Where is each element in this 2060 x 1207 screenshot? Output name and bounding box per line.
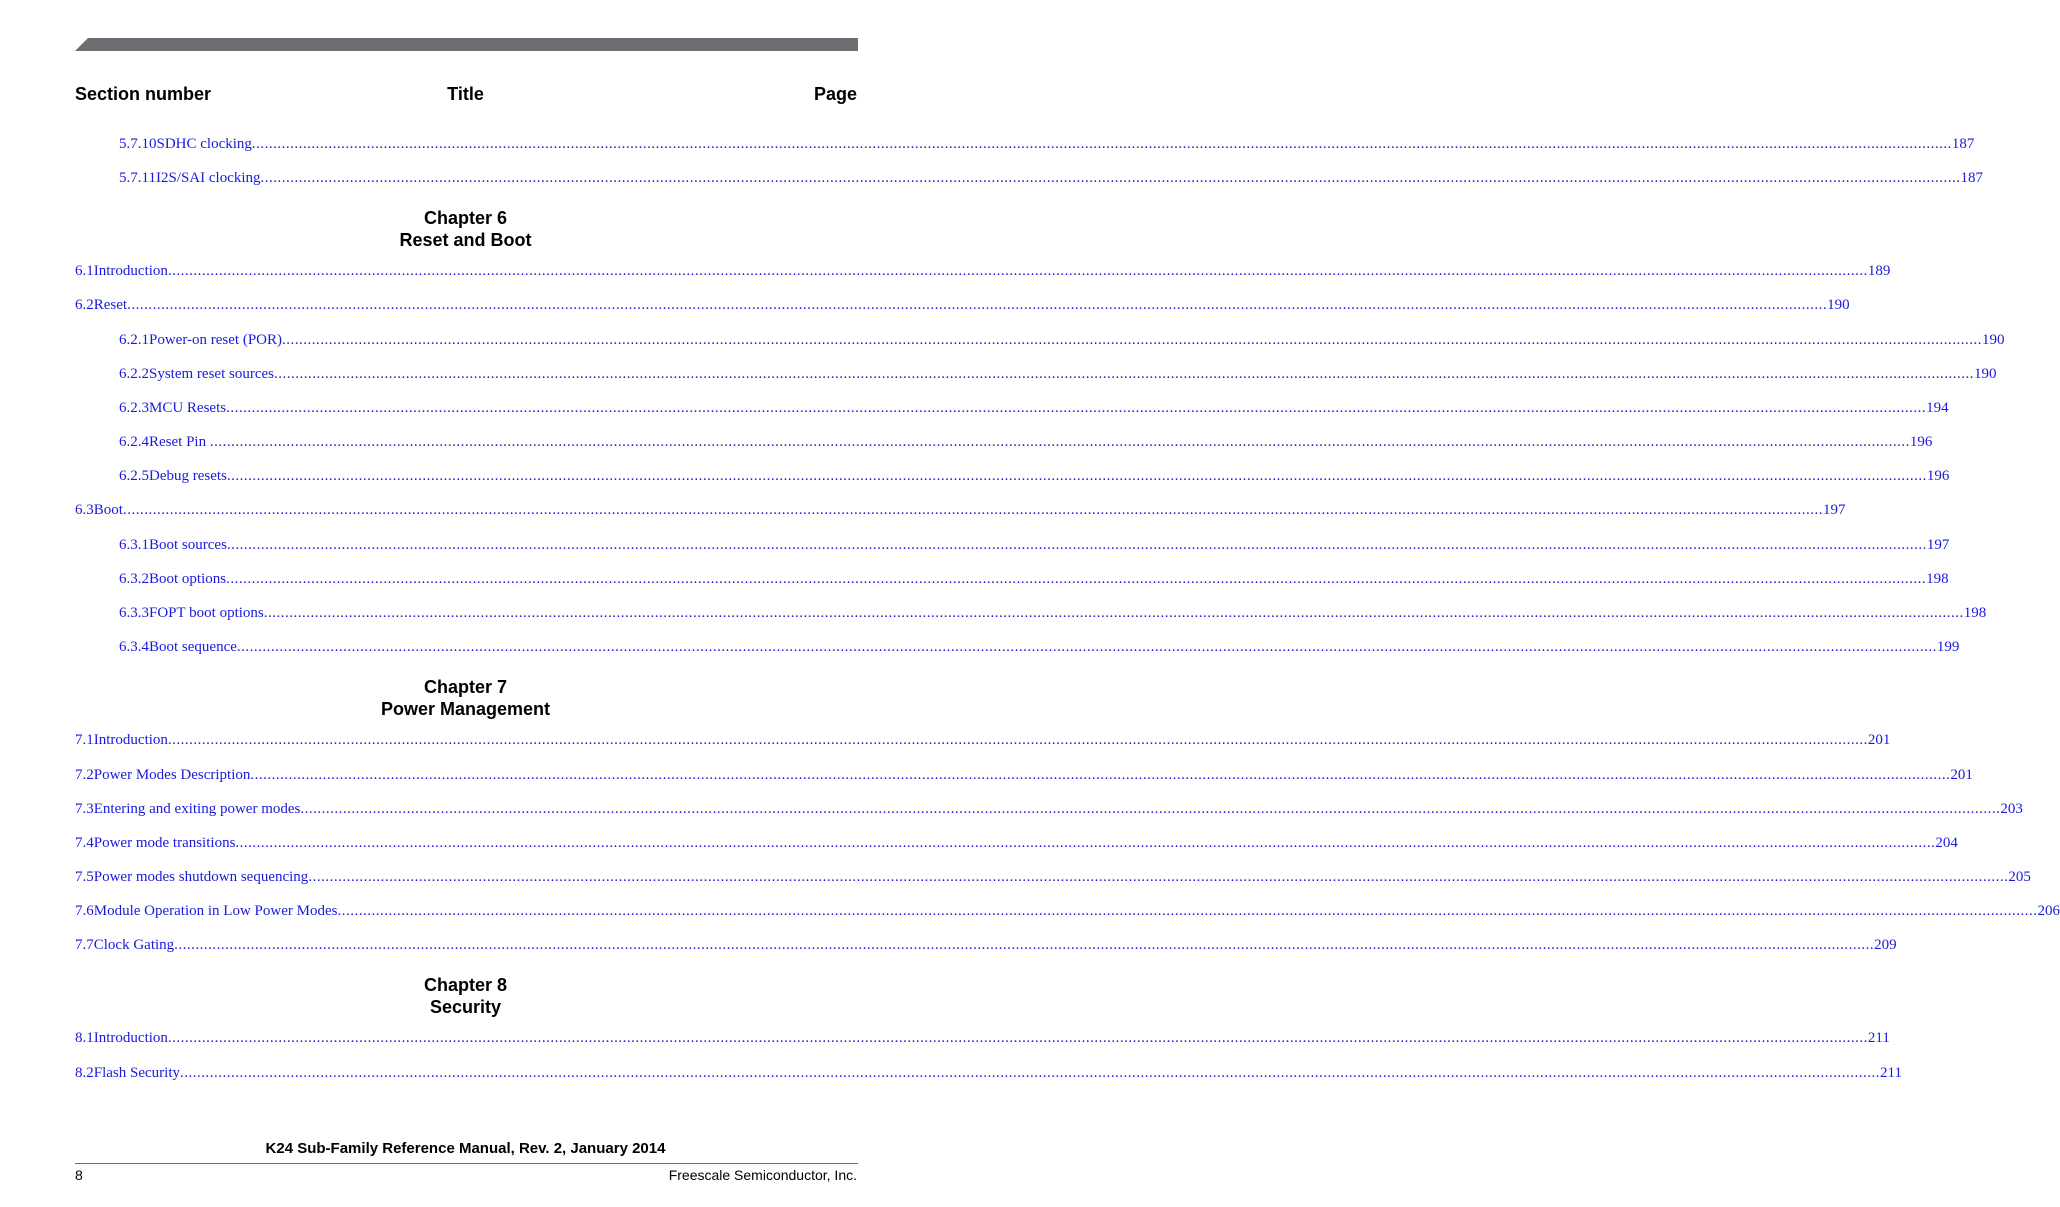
- toc-entry-title: System reset sources: [149, 366, 274, 382]
- toc-leader-dots: ................................................................................................................................................................................................................................................................................................................................................................................................................: [209, 434, 1910, 450]
- toc-entry-number: 7.5: [75, 869, 94, 885]
- toc-leader-dots: ................................................................................................................................................................................................................................................................................................................................................................................................................: [167, 263, 1868, 279]
- toc-entry-number: 6.3.3: [119, 605, 149, 621]
- toc-entry-title: I2S/SAI clocking: [155, 170, 261, 186]
- toc-entry-page: 211: [1880, 1065, 1902, 1081]
- toc-entry-7-3[interactable]: [75, 801, 2023, 821]
- toc-leader-dots: ................................................................................................................................................................................................................................................................................................................................................................................................................: [236, 639, 1937, 655]
- toc-entry-number: 6.3.1: [119, 537, 149, 553]
- chapter-7-heading: [0, 676, 931, 720]
- toc-entry-title: Debug resets: [149, 468, 227, 484]
- toc-entry-number: 7.6: [75, 903, 94, 919]
- toc-entry-page: 196: [1926, 468, 1950, 484]
- toc-leader-dots: ................................................................................................................................................................................................................................................................................................................................................................................................................: [226, 468, 1927, 484]
- toc-entry-6-2[interactable]: [75, 297, 1850, 317]
- toc-entry-6-2-1[interactable]: [119, 332, 2005, 352]
- toc-entry-title: Reset Pin: [149, 434, 210, 450]
- toc-entry-number: 7.4: [75, 835, 94, 851]
- toc-entry-number: 5.7.11: [119, 170, 156, 186]
- toc-entry-page: 189: [1867, 263, 1891, 279]
- toc-leader-dots: ................................................................................................................................................................................................................................................................................................................................................................................................................: [127, 297, 1828, 313]
- column-header-section-number: Section number: [75, 84, 212, 104]
- toc-entry-5-7-11[interactable]: [119, 170, 1984, 190]
- toc-leader-dots: ................................................................................................................................................................................................................................................................................................................................................................................................................: [337, 903, 2038, 919]
- toc-entry-page: 197: [1926, 537, 1950, 553]
- column-header-page: Page: [813, 84, 857, 104]
- toc-entry-title: Power mode transitions: [93, 835, 236, 851]
- toc-entry-number: 7.3: [75, 801, 94, 817]
- toc-entry-title: Introduction: [93, 732, 168, 748]
- toc-entry-6-2-4[interactable]: [119, 434, 1933, 454]
- toc-entry-page: 204: [1935, 835, 1958, 851]
- toc-leader-dots: ................................................................................................................................................................................................................................................................................................................................................................................................................: [226, 400, 1927, 416]
- toc-entry-page: 187: [1951, 136, 1975, 152]
- column-header-title: Title: [447, 84, 484, 104]
- toc-entry-5-7-10[interactable]: [119, 136, 1975, 156]
- chapter-name: Reset and Boot: [399, 230, 532, 250]
- toc-entry-7-7[interactable]: [75, 937, 1897, 957]
- chapter-label: Chapter 8: [423, 975, 508, 995]
- toc-entry-title: Clock Gating: [93, 937, 175, 953]
- toc-entry-number: 6.3: [75, 502, 94, 518]
- toc-entry-page: 190: [1982, 332, 2005, 348]
- toc-entry-title: MCU Resets: [149, 400, 227, 416]
- toc-leader-dots: ................................................................................................................................................................................................................................................................................................................................................................................................................: [122, 502, 1823, 518]
- toc-entry-title: Boot: [93, 502, 123, 518]
- toc-entry-title: Power modes shutdown sequencing: [93, 869, 309, 885]
- toc-entry-title: Boot sources: [149, 537, 227, 553]
- toc-entry-6-3-3[interactable]: [119, 605, 1987, 625]
- chapter-label: Chapter 7: [423, 677, 508, 697]
- toc-entry-page: 201: [1867, 732, 1891, 748]
- toc-entry-number: 8.1: [75, 1030, 94, 1046]
- toc-leader-dots: ................................................................................................................................................................................................................................................................................................................................................................................................................: [174, 937, 1875, 953]
- toc-entry-6-3-2[interactable]: [119, 571, 1949, 591]
- toc-entry-number: 6.1: [75, 263, 94, 279]
- toc-entry-page: 199: [1936, 639, 1960, 655]
- toc-entry-page: 190: [1973, 366, 1997, 382]
- toc-entry-7-2[interactable]: [75, 767, 1973, 787]
- toc-leader-dots: ................................................................................................................................................................................................................................................................................................................................................................................................................: [226, 537, 1927, 553]
- toc-entry-page: 205: [2008, 869, 2031, 885]
- toc-entry-page: 206: [2037, 903, 2060, 919]
- toc-entry-number: 6.2.3: [119, 400, 149, 416]
- toc-entry-number: 7.7: [75, 937, 94, 953]
- toc-entry-6-2-2[interactable]: [119, 366, 1997, 386]
- chapter-name: Security: [429, 997, 502, 1017]
- toc-entry-page: 211: [1867, 1030, 1890, 1046]
- toc-entry-page: 194: [1926, 400, 1949, 416]
- toc-entry-title: Power-on reset (POR): [149, 332, 283, 348]
- toc-leader-dots: ................................................................................................................................................................................................................................................................................................................................................................................................................: [300, 801, 2001, 817]
- toc-entry-title: Introduction: [93, 263, 168, 279]
- toc-entry-title: Power Modes Description: [93, 767, 251, 783]
- toc-leader-dots: ................................................................................................................................................................................................................................................................................................................................................................................................................: [263, 605, 1964, 621]
- toc-entry-7-1[interactable]: [75, 732, 1891, 752]
- chapter-label: Chapter 6: [423, 208, 508, 228]
- toc-entry-title: Introduction: [93, 1030, 168, 1046]
- toc-entry-page: 203: [2000, 801, 2023, 817]
- toc-entry-number: 8.2: [75, 1065, 94, 1081]
- toc-leader-dots: ................................................................................................................................................................................................................................................................................................................................................................................................................: [273, 366, 1974, 382]
- toc-entry-title: SDHC clocking: [156, 136, 252, 152]
- toc-entry-8-2[interactable]: [75, 1065, 1902, 1085]
- toc-entry-number: 6.2.4: [119, 434, 149, 450]
- toc-entry-title: Boot options: [149, 571, 227, 587]
- toc-entry-6-3-4[interactable]: [119, 639, 1960, 659]
- toc-entry-6-2-3[interactable]: [119, 400, 1949, 420]
- toc-entry-number: 6.3.4: [119, 639, 149, 655]
- footer-manual-title: K24 Sub-Family Reference Manual, Rev. 2, January 2014: [265, 1140, 666, 1157]
- toc-entry-page: 201: [1950, 767, 1973, 783]
- toc-entry-title: Boot sequence: [149, 639, 237, 655]
- toc-entry-7-4[interactable]: [75, 835, 1958, 855]
- toc-entry-title: Flash Security: [93, 1065, 180, 1081]
- toc-entry-title: Entering and exiting power modes: [93, 801, 301, 817]
- toc-leader-dots: ................................................................................................................................................................................................................................................................................................................................................................................................................: [308, 869, 2009, 885]
- toc-entry-page: 187: [1960, 170, 1984, 186]
- toc-leader-dots: ................................................................................................................................................................................................................................................................................................................................................................................................................: [260, 170, 1961, 186]
- toc-entry-page: 198: [1963, 605, 1987, 621]
- toc-entry-7-6[interactable]: [75, 903, 2060, 923]
- footer-divider: [75, 1163, 858, 1164]
- toc-entry-number: 6.2: [75, 297, 94, 313]
- toc-entry-page: 209: [1874, 937, 1897, 953]
- toc-entry-title: Module Operation in Low Power Modes: [93, 903, 338, 919]
- toc-entry-page: 197: [1822, 502, 1846, 518]
- toc-entry-8-1[interactable]: [75, 1030, 1890, 1050]
- toc-entry-number: 7.2: [75, 767, 94, 783]
- toc-entry-6-2-5[interactable]: [119, 468, 1950, 488]
- toc-entry-title: Reset: [93, 297, 128, 313]
- toc-entry-number: 6.2.5: [119, 468, 149, 484]
- toc-entry-number: 6.2.1: [119, 332, 149, 348]
- toc-entry-number: 5.7.10: [119, 136, 157, 152]
- chapter-6-heading: [0, 207, 931, 251]
- toc-entry-number: 6.2.2: [119, 366, 149, 382]
- toc-leader-dots: ................................................................................................................................................................................................................................................................................................................................................................................................................: [251, 136, 1952, 152]
- chapter-name: Power Management: [380, 699, 551, 719]
- toc-entry-number: 7.1: [75, 732, 94, 748]
- toc-entry-6-3[interactable]: [75, 502, 1846, 522]
- toc-leader-dots: ................................................................................................................................................................................................................................................................................................................................................................................................................: [167, 732, 1868, 748]
- chapter-8-heading: [0, 974, 931, 1018]
- toc-entry-7-5[interactable]: [75, 869, 2031, 889]
- toc-leader-dots: ................................................................................................................................................................................................................................................................................................................................................................................................................: [180, 1065, 1880, 1081]
- toc-leader-dots: ................................................................................................................................................................................................................................................................................................................................................................................................................: [250, 767, 1951, 783]
- toc-entry-title: FOPT boot options: [149, 605, 264, 621]
- toc-leader-dots: ................................................................................................................................................................................................................................................................................................................................................................................................................: [167, 1030, 1868, 1046]
- toc-entry-6-1[interactable]: [75, 263, 1891, 283]
- header-bar: [75, 38, 858, 51]
- footer-company: Freescale Semiconductor, Inc.: [668, 1167, 857, 1183]
- toc-leader-dots: ................................................................................................................................................................................................................................................................................................................................................................................................................: [282, 332, 1983, 348]
- toc-entry-page: 196: [1909, 434, 1933, 450]
- toc-entry-number: 6.3.2: [119, 571, 149, 587]
- footer-page-number: 8: [75, 1167, 83, 1183]
- toc-leader-dots: ................................................................................................................................................................................................................................................................................................................................................................................................................: [226, 571, 1927, 587]
- toc-leader-dots: ................................................................................................................................................................................................................................................................................................................................................................................................................: [235, 835, 1936, 851]
- toc-entry-page: 198: [1926, 571, 1949, 587]
- toc-entry-6-3-1[interactable]: [119, 537, 1950, 557]
- toc-entry-page: 190: [1827, 297, 1850, 313]
